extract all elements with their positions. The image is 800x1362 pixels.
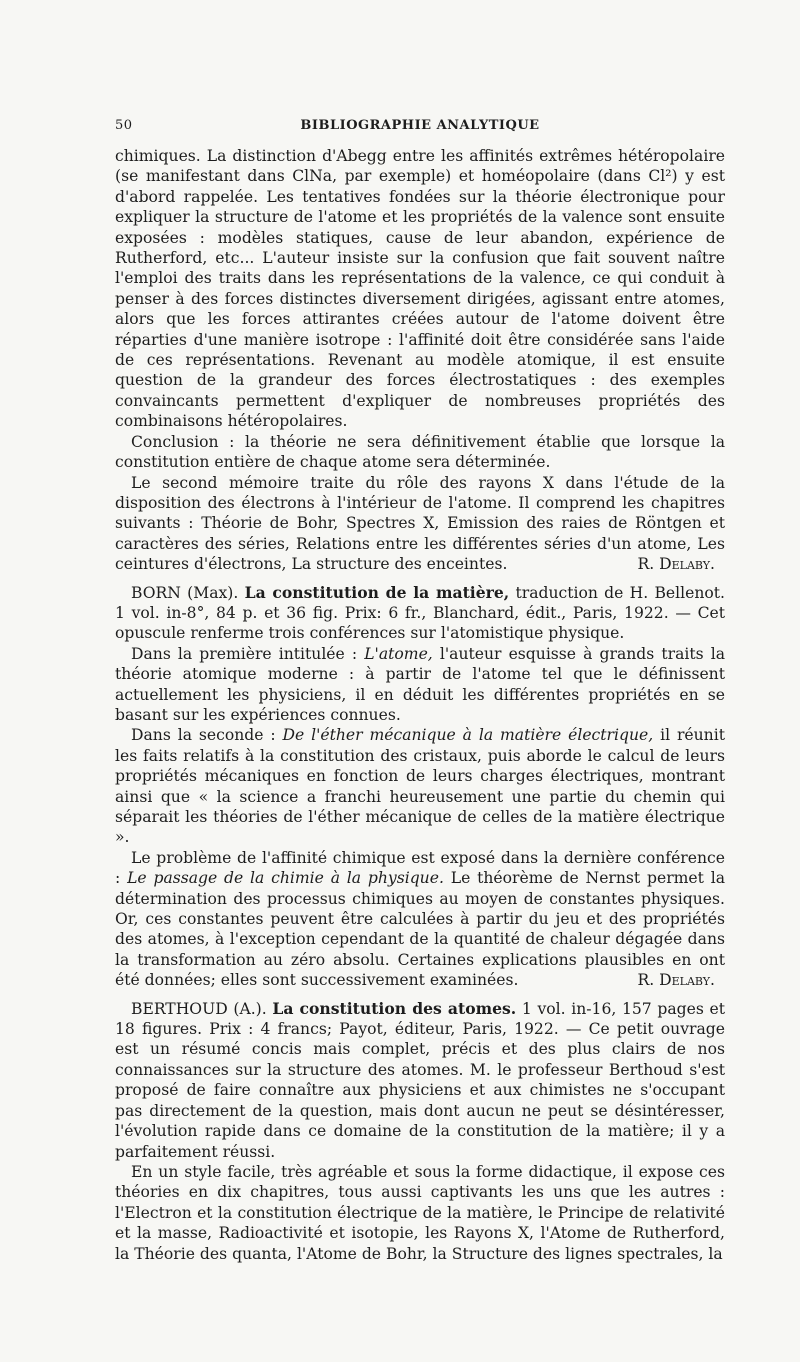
review-2-p3-lead: Dans la seconde : <box>131 726 276 745</box>
review-2-p4-lead: Le problème de l'affinité chimique est exposé dans la dernière conférence : <box>115 848 725 888</box>
review-1-paragraph-2: Conclusion : la théorie ne sera définitivement établie que lorsque la constitution entière de chaque atome sera déterminée. <box>115 432 725 472</box>
review-2-paragraph-2 <box>115 644 725 726</box>
running-header <box>115 118 725 140</box>
review-2-entry <box>115 583 725 644</box>
review-2-p2-lead: Dans la première intitulée : <box>131 644 358 663</box>
review-1-paragraph-3-text: Le second mémoire traite du rôle des rayons X dans l'étude de la disposition des électrons à l'intérieur de l'atome. Il comprend les chapitres suivants : Théorie de Bohr, Spectres X, Emission des raies de Röntgen et caractères des séries, Relations entre les différentes séries d'un atome, Les ceintures d'électrons, La structure des enceintes. <box>115 473 725 574</box>
page-body <box>115 146 725 1264</box>
review-2-p2-title: L'atome, <box>364 644 433 663</box>
review-2-title: La constitution de la matière, <box>244 582 510 602</box>
review-2-p4-rest: Le théorème de Nernst permet la détermination des processus chimiques au moyen de constantes physiques. Or, ces constantes peuvent être calculées à partir du jeu et des propriétés des atomes, à l'exception cependant de la quantité de chaleur dégagée dans la transformation au zéro absolu. Certaines explications plausibles en ont été données; elles sont successivement examinées. <box>115 869 726 990</box>
review-2-author: BORN (Max). <box>131 583 239 602</box>
review-1-signature: R. Delaby. <box>637 555 715 574</box>
review-3-paragraph-2: En un style facile, très agréable et sous la forme didactique, il expose ces théories en dix chapitres, tous aussi captivants les uns que les autres : l'Electron et la constitution électrique de la matière, le Principe de relativité et la masse, Radioactivité et isotopie, les Rayons X, l'Atome de Rutherford, la Théorie des quanta, l'Atome de Bohr, la Structure des lignes spectrales, la <box>115 1162 725 1263</box>
review-1-paragraph-1: chimiques. La distinction d'Abegg entre les affinités extrêmes hétéropolaire (se manifestant dans ClNa, par exemple) et homéopolaire (dans Cl²) y est d'abord rappelée. Les tentatives fondées sur la théorie électronique pour expliquer la structure de l'atome et les propriétés de la valence sont ensuite exposées : modèles statiques, cause de leur abandon, expérience de Rutherford, etc... L'auteur insiste sur la confusion que fait souvent naître l'emploi des traits dans les représentations de la valence, ce qui conduit à penser à des forces distinctes diversement dirigées, agissant entre atomes, alors que les forces attirantes créées autour de l'atome doivent être réparties d'une manière isotrope : l'affinité doit être considérée sans l'aide de ces représentations. Revenant au modèle atomique, il est ensuite question de la grandeur des forces électrostatiques : des exemples convaincants permettent d'expliquer de nombreuses propriétés des combinaisons hétéropolaires. <box>115 147 725 431</box>
page-number: 50 <box>115 118 133 133</box>
review-2-paragraph-4 <box>115 848 725 991</box>
review-2-p3-title: De l'éther mécanique à la matière électrique, <box>282 726 654 745</box>
running-title: BIBLIOGRAPHIE ANALYTIQUE <box>300 118 540 133</box>
review-3-author: BERTHOUD (A.). <box>131 999 267 1018</box>
review-2-signature: R. Delaby. <box>637 971 715 990</box>
review-2-p3-rest: il réunit les faits relatifs à la constitution des cristaux, puis aborde le calcul de leurs propriétés mécaniques en fonction de leurs charges électriques, montrant ainsi que « la science a franchi heureusement une partie du chemin qui séparait les théories de l'éther mécanique de celles de la matière électrique ». <box>115 726 725 847</box>
review-3-bibliographic: 1 vol. in-16, 157 pages et 18 figures. Prix : 4 francs; Payot, éditeur, Paris, 1922. — Ce petit ouvrage est un résumé concis mais complet, précis et des plus clairs de nos connaissances sur la structure des atomes. M. le professeur Berthoud s'est proposé de faire connaître aux physiciens et aux chimistes ne s'occupant pas directement de la question, mais dont aucun ne peut se désintéresser, l'évolution rapide dans ce domaine de la constitution de la matière; il y a parfaitement réussi. <box>115 999 725 1161</box>
review-2-p2-rest: l'auteur esquisse à grands traits la théorie atomique moderne : à partir de l'atome tel que le définissent actuellement les physiciens, il en déduit les différentes propriétés en se basant sur les expériences connues. <box>115 644 725 724</box>
review-1-paragraph-3 <box>115 473 725 575</box>
review-3-entry <box>115 999 725 1162</box>
review-2-p4-title: Le passage de la chimie à la physique. <box>127 869 444 888</box>
review-2-paragraph-3 <box>115 725 725 847</box>
review-2-bibliographic: traduction de H. Bellenot. 1 vol. in-8°, 84 p. et 36 fig. Prix: 6 fr., Blanchard, édit., Paris, 1922. — Cet opuscule renferme trois conférences sur l'atomistique physique. <box>115 583 725 643</box>
review-3-title: La constitution des atomes. <box>272 998 517 1018</box>
